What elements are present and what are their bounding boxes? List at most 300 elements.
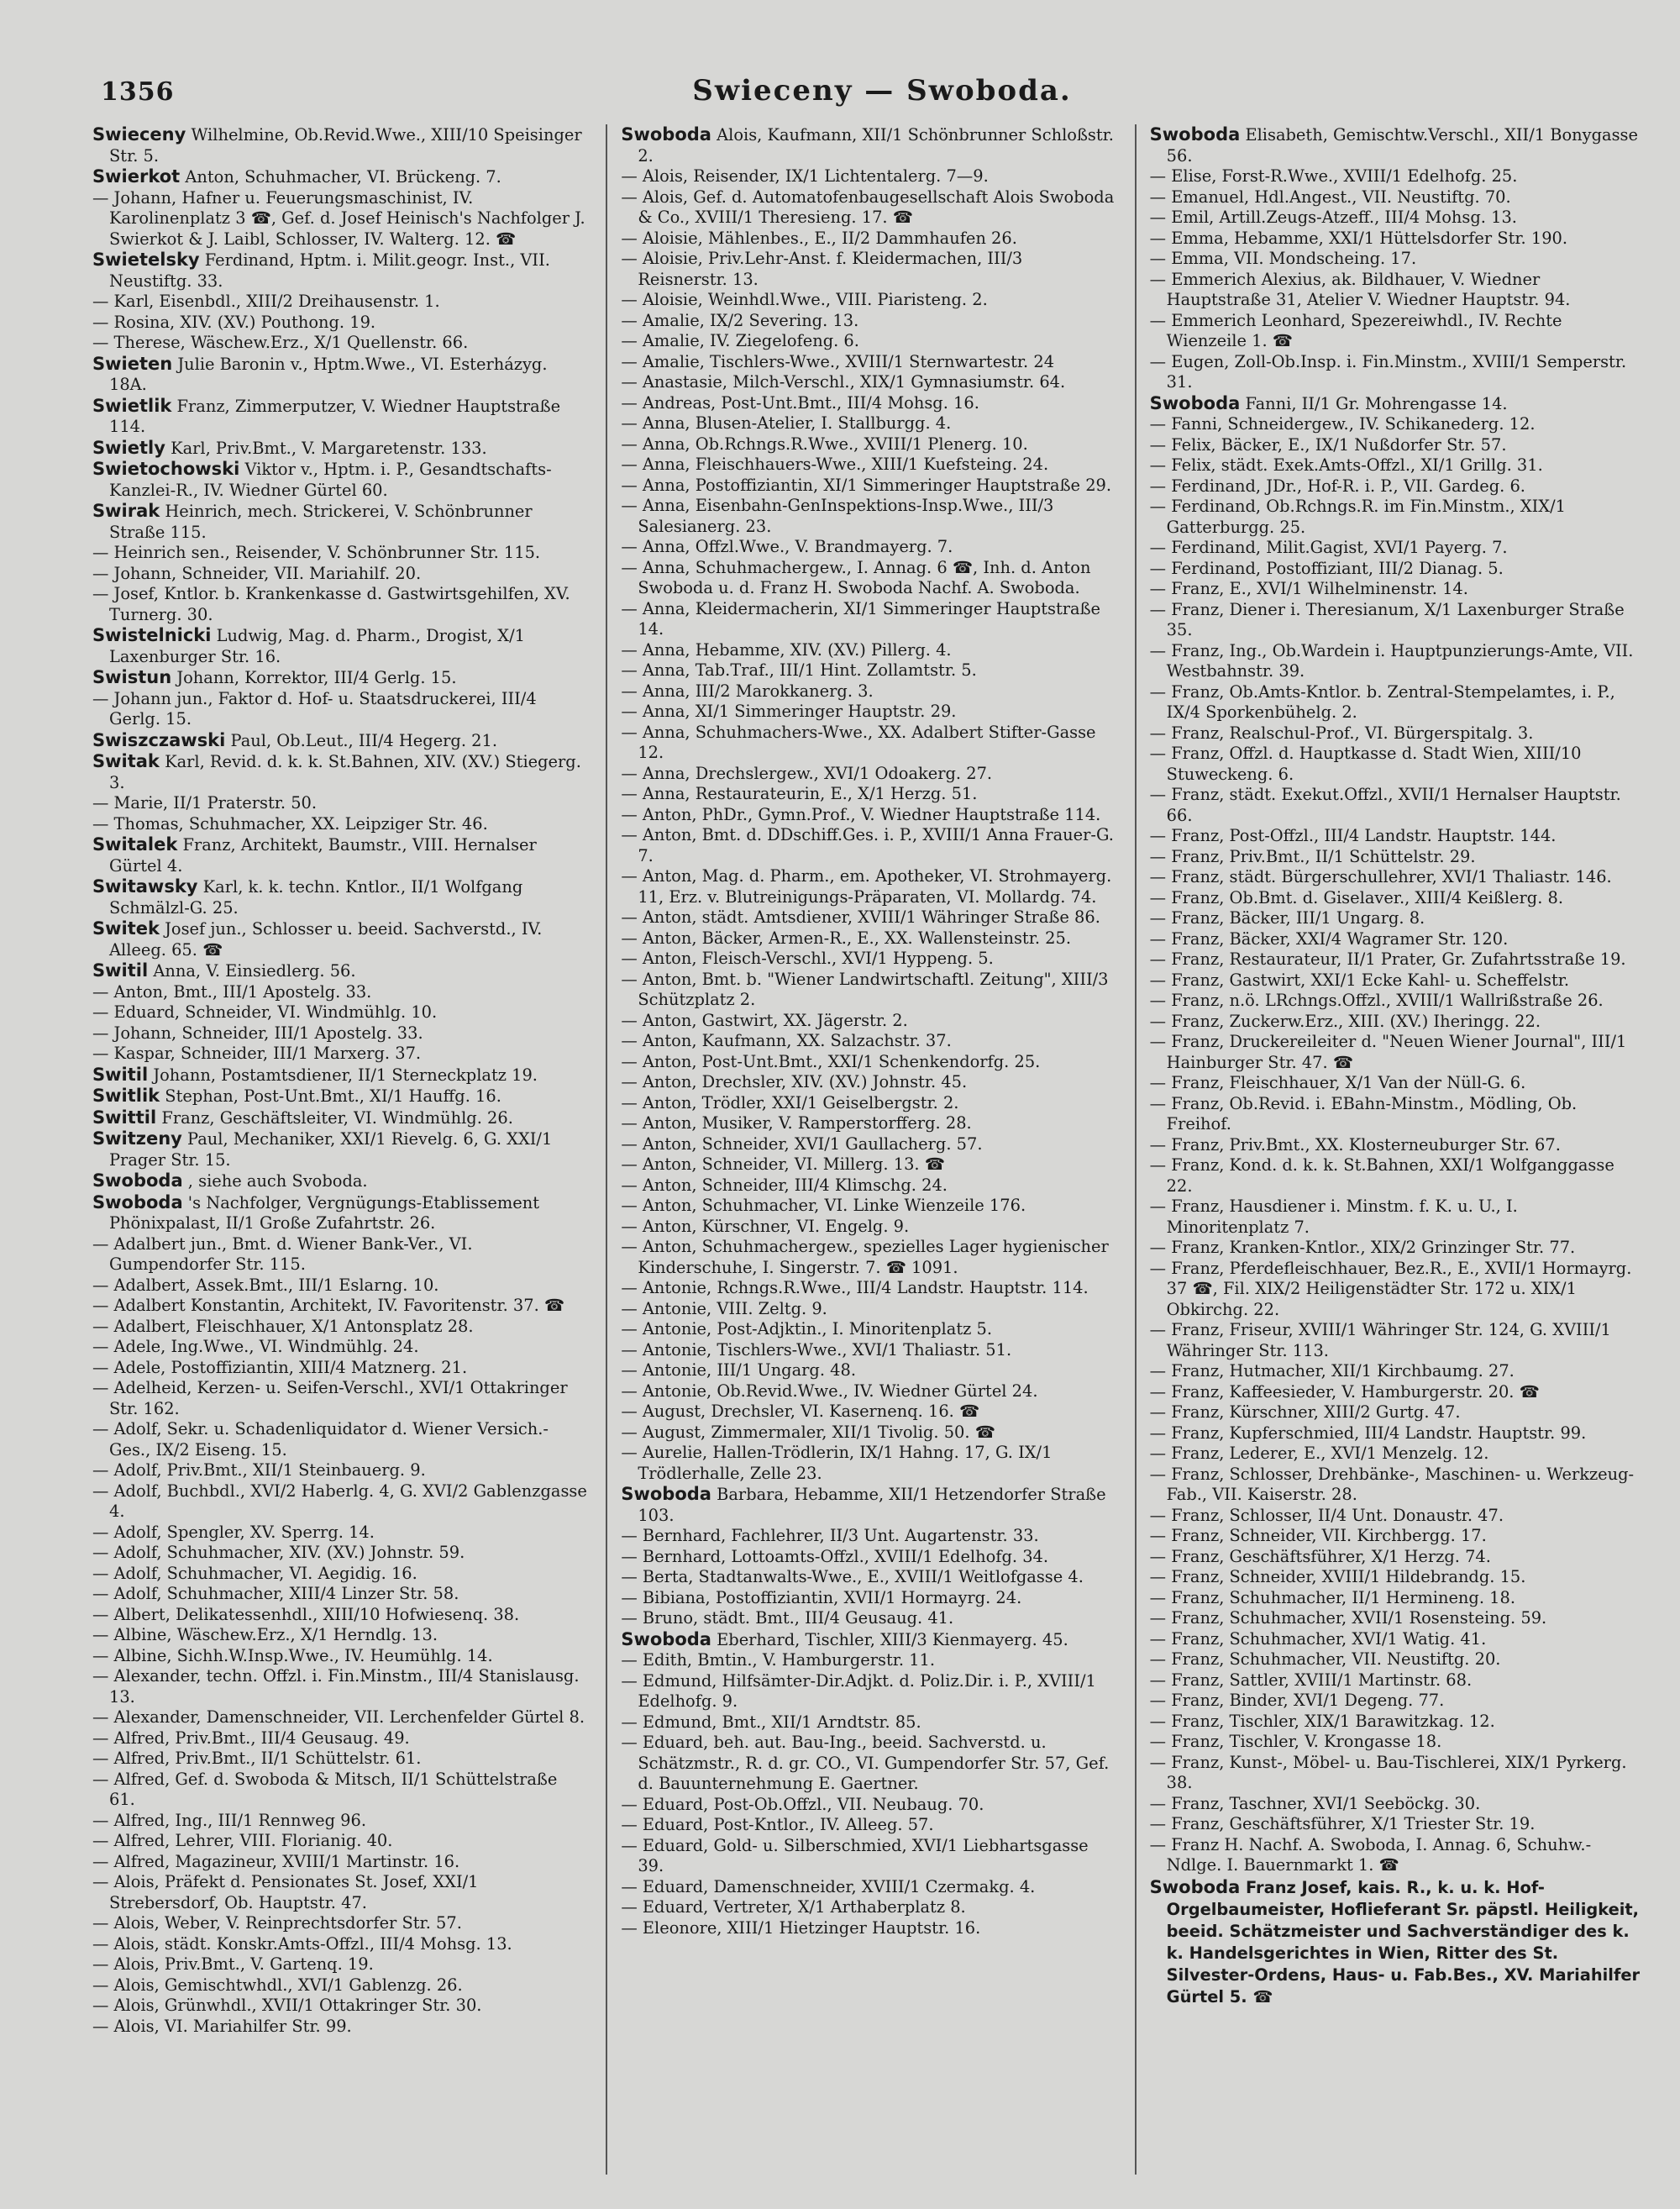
entry-text: — Franz, Kürschner, XIII/2 Gurtg. 47. xyxy=(1149,1402,1461,1422)
entry-text: — Franz, Geschäftsführer, X/1 Triester Str. 19. xyxy=(1149,1814,1536,1833)
entry-text: — Aloisie, Mählenbes., E., II/2 Dammhaufen 26. xyxy=(621,228,1017,248)
entry-text: — Antonie, Ob.Revid.Wwe., IV. Wiedner Gürtel 24. xyxy=(621,1381,1038,1401)
entry-text: — Franz, Ob.Bmt. d. Giselaver., XIII/4 Keißlerg. 8. xyxy=(1149,887,1564,907)
directory-entry xyxy=(621,1217,1116,1238)
directory-entry xyxy=(621,1484,1116,1526)
directory-entry xyxy=(1150,929,1645,950)
entry-text: — Anna, Tab.Traf., III/1 Hint. Zollamtstr. 5. xyxy=(621,660,977,680)
directory-entry xyxy=(92,1523,587,1544)
directory-entry xyxy=(621,537,1116,558)
entry-surname: Switawsky xyxy=(92,876,198,897)
entry-text: — Eduard, Gold- u. Silberschmied, XVI/1 Liebhartsgasse 39. xyxy=(621,1835,1089,1875)
entry-text: — Adele, Postoffiziantin, XIII/4 Matznerg. 21. xyxy=(92,1357,468,1377)
directory-entry xyxy=(1150,229,1645,250)
entry-text: — Anton, Trödler, XXI/1 Geiselbergstr. 2. xyxy=(621,1092,959,1112)
entry-text: — Adolf, Schuhmacher, XIV. (XV.) Johnstr. 59. xyxy=(92,1543,465,1562)
entry-text: — Alois, Reisender, IX/1 Lichtentalerg. 7—9. xyxy=(621,166,989,186)
entry-text: — Franz, städt. Bürgerschullehrer, XVI/1 Thaliastr. 146. xyxy=(1149,867,1612,886)
entry-text: — Therese, Wäschew.Erz., X/1 Quellenstr. 66. xyxy=(92,333,469,352)
entry-surname: Switak xyxy=(92,751,160,771)
entry-text: — Franz, Druckereileiter d. "Neuen Wiener Journal", III/1 Hainburger Str. 47. ☎ xyxy=(1149,1032,1627,1072)
directory-entry xyxy=(1150,1259,1645,1321)
entry-text: — Franz, Friseur, XVIII/1 Währinger Str. 124, G. XVIII/1 Währinger Str. 113. xyxy=(1149,1320,1611,1360)
directory-entry xyxy=(621,496,1116,537)
directory-entry xyxy=(92,730,587,752)
entry-text: — Anton, PhDr., Gymn.Prof., V. Wiedner Hauptstraße 114. xyxy=(621,804,1101,824)
directory-entry xyxy=(1150,1876,1645,2008)
directory-entry xyxy=(92,1317,587,1338)
directory-entry xyxy=(621,764,1116,785)
directory-entry xyxy=(92,543,587,564)
directory-entry xyxy=(1150,270,1645,311)
directory-entry xyxy=(1150,847,1645,868)
entry-text: Viktor v., Hptm. i. P., Gesandtschafts-Kanzlei-R., IV. Wiedner Gürtel 60. xyxy=(109,460,552,500)
entry-text: — Franz, Priv.Bmt., II/1 Schüttelstr. 29. xyxy=(1149,846,1476,866)
entry-text: — Berta, Stadtanwalts-Wwe., E., XVIII/1 Weitlofgasse 4. xyxy=(621,1567,1084,1586)
entry-text: Karl, Priv.Bmt., V. Margaretenstr. 133. xyxy=(171,438,487,458)
entry-text: — Albine, Wäschew.Erz., X/1 Herndlg. 13. xyxy=(92,1625,438,1644)
entry-text: Karl, Revid. d. k. k. St.Bahnen, XIV. (XV.) Stiegerg. 3. xyxy=(109,752,581,792)
directory-entry xyxy=(92,1996,587,2017)
directory-entry xyxy=(621,1154,1116,1176)
entry-text: — Franz, Kupferschmied, III/4 Landstr. Hauptstr. 99. xyxy=(1149,1423,1587,1443)
entry-text: — Albine, Sichh.W.Insp.Wwe., IV. Heumühlg. 14. xyxy=(92,1645,493,1665)
entry-text: , siehe auch Svoboda. xyxy=(187,1171,368,1191)
entry-text: — Anton, Musiker, V. Ramperstorfferg. 28. xyxy=(621,1113,972,1133)
directory-entry xyxy=(92,1584,587,1605)
directory-entry xyxy=(1150,124,1645,166)
directory-entry xyxy=(621,1052,1116,1073)
directory-entry xyxy=(1150,538,1645,559)
entry-text: Wilhelmine, Ob.Revid.Wwe., XIII/10 Speisinger Str. 5. xyxy=(109,125,582,166)
directory-entry xyxy=(621,1031,1116,1052)
directory-entry xyxy=(92,876,587,918)
entry-text: — Alois, städt. Konskr.Amts-Offzl., III/4 Mohsg. 13. xyxy=(92,1933,512,1954)
page-number: 1356 xyxy=(101,77,175,107)
entry-text: — Edith, Bmtin., V. Hamburgerstr. 11. xyxy=(621,1650,936,1670)
directory-entry xyxy=(1150,600,1645,641)
entry-text: — Franz, Realschul-Prof., VI. Bürgerspitalg. 3. xyxy=(1149,723,1534,743)
entry-text: — Anna, Schuhmachers-Wwe., XX. Adalbert Stifter-Gasse 12. xyxy=(621,722,1096,762)
entry-text: — Franz, Kond. d. k. k. St.Bahnen, XXI/1 Wolfganggasse 22. xyxy=(1149,1155,1614,1196)
entry-text: — Adelheid, Kerzen- u. Seifen-Verschl., XVI/1 Ottakringer Str. 162. xyxy=(92,1378,568,1418)
directory-entry xyxy=(92,1564,587,1585)
entry-text: — Franz, Schlosser, Drehbänke-, Maschinen- u. Werkzeug-Fab., VII. Kaiserstr. 28. xyxy=(1149,1464,1635,1504)
directory-entry xyxy=(92,1975,587,1996)
entry-surname: Swoboda xyxy=(1149,124,1241,145)
entry-text: — Eduard, Post-Ob.Offzl., VII. Neubaug. 70. xyxy=(621,1794,984,1814)
entry-text: — Franz, Kranken-Kntlor., XIX/2 Grinzinger Str. 77. xyxy=(1149,1238,1576,1257)
directory-entry xyxy=(621,1567,1116,1588)
entry-surname: Swistun xyxy=(92,667,172,687)
entry-text: — Edmund, Hilfsämter-Dir.Adjkt. d. Poliz.Dir. i. P., XVIII/1 Edelhofg. 9. xyxy=(621,1670,1096,1711)
entry-text: — Franz, Post-Offzl., III/4 Landstr. Hauptstr. 144. xyxy=(1149,826,1557,845)
directory-entry xyxy=(621,866,1116,907)
entry-text: — Franz, Bäcker, XXI/4 Wagramer Str. 120. xyxy=(1149,928,1509,949)
directory-entry xyxy=(621,1423,1116,1444)
directory-entry xyxy=(92,793,587,814)
directory-entry xyxy=(621,1113,1116,1134)
entry-text: — Bernhard, Fachlehrer, II/3 Unt. Augartenstr. 33. xyxy=(621,1526,1039,1545)
directory-entry xyxy=(621,166,1116,187)
directory-entry xyxy=(621,124,1116,166)
entry-surname: Swirak xyxy=(92,501,160,521)
directory-entry xyxy=(621,1176,1116,1197)
directory-entry xyxy=(1150,1649,1645,1670)
directory-entry xyxy=(621,476,1116,497)
entry-text: — Ferdinand, Milit.Gagist, XVI/1 Payerg. 7. xyxy=(1149,538,1508,557)
directory-entry xyxy=(1150,497,1645,538)
entry-text: — Franz, Kunst-, Möbel- u. Bau-Tischlerei, XIX/1 Pyrkerg. 38. xyxy=(1149,1752,1627,1792)
entry-text: — Amalie, IV. Ziegelofeng. 6. xyxy=(621,331,859,350)
entry-text: — Alois, Grünwhdl., XVII/1 Ottakringer Str. 30. xyxy=(92,1996,482,2015)
directory-entry xyxy=(621,1650,1116,1671)
entry-text: — Anna, Fleischhauers-Wwe., XIII/1 Kuefsteing. 24. xyxy=(621,455,1049,474)
entry-text: — Johann, Schneider, III/1 Apostelg. 33. xyxy=(92,1023,423,1043)
directory-entry xyxy=(1150,1238,1645,1259)
directory-entry xyxy=(1150,1382,1645,1403)
entry-text: — Alfred, Gef. d. Swoboda & Mitsch, II/1 Schüttelstraße 61. xyxy=(92,1769,558,1809)
directory-entry xyxy=(621,1093,1116,1114)
entry-text: — Anton, Schneider, VI. Millerg. 13. ☎ xyxy=(621,1154,945,1174)
entry-text: — Eduard, Damenschneider, XVIII/1 Czermakg. 4. xyxy=(621,1876,1036,1896)
directory-entry xyxy=(1150,435,1645,456)
directory-entry xyxy=(1150,414,1645,435)
entry-text: — Anna, III/2 Marokkanerg. 3. xyxy=(621,681,874,701)
entry-surname: Swiszczawski xyxy=(92,729,226,750)
entry-text: — Anton, Kaufmann, XX. Salzachstr. 37. xyxy=(621,1031,952,1050)
directory-entry xyxy=(1150,826,1645,847)
entry-text: — Franz, Geschäftsführer, X/1 Herzg. 74. xyxy=(1149,1546,1491,1566)
entry-text: — August, Zimmermaler, XII/1 Tivolig. 50. ☎ xyxy=(621,1422,995,1442)
entry-text: — Anna, Offzl.Wwe., V. Brandmayerg. 7. xyxy=(621,537,953,556)
directory-entry xyxy=(1150,311,1645,352)
directory-entry xyxy=(621,1360,1116,1381)
directory-entry xyxy=(92,982,587,1003)
entry-text: — Franz, Diener i. Theresianum, X/1 Laxenburger Straße 35. xyxy=(1149,599,1625,639)
entry-text: — Bernhard, Lottoamts-Offzl., XVIII/1 Edelhofg. 34. xyxy=(621,1546,1049,1566)
entry-surname: Swistelnicki xyxy=(92,625,212,645)
entry-text: — Franz, Lederer, E., XVI/1 Menzelg. 12. xyxy=(1149,1444,1489,1463)
entry-text: — Johann, Hafner u. Feuerungsmaschinist, IV. Karolinenplatz 3 ☎, Gef. d. Josef Heinisch's Nachfolger J. Swierkot & J. Laibl, Schlosser, IV. Walterg. 12. ☎ xyxy=(92,187,585,249)
directory-entry xyxy=(621,1299,1116,1320)
entry-surname: Swietochowski xyxy=(92,459,240,479)
directory-entry xyxy=(92,1707,587,1728)
entry-surname: Swietelsky xyxy=(92,250,200,270)
entry-text: — Anna, Ob.Rchngs.R.Wwe., XVIII/1 Plenerg. 10. xyxy=(621,434,1028,454)
entry-text: — Anastasie, Milch-Verschl., XIX/1 Gymnasiumstr. 64. xyxy=(621,372,1066,392)
directory-entry xyxy=(92,354,587,396)
entry-surname: Swoboda xyxy=(621,1628,711,1649)
directory-entry xyxy=(621,784,1116,805)
page-header xyxy=(101,74,1663,116)
directory-entry xyxy=(92,1170,587,1192)
directory-entry xyxy=(621,681,1116,702)
entry-text: — Franz, Hausdiener i. Minstm. f. K. u. U., I. Minoritenplatz 7. xyxy=(1149,1197,1518,1237)
directory-columns xyxy=(92,124,1663,2175)
entry-text: — Anton, Bäcker, Armen-R., E., XX. Wallensteinstr. 25. xyxy=(621,928,1071,948)
entry-text: — Anton, Fleisch-Verschl., XVI/1 Hyppeng. 5. xyxy=(621,949,994,968)
directory-entry xyxy=(92,1605,587,1626)
directory-entry xyxy=(621,372,1116,393)
directory-entry xyxy=(1150,1712,1645,1733)
entry-surname: Switek xyxy=(92,918,160,939)
directory-entry xyxy=(92,438,587,460)
entry-text: Franz, Zimmerputzer, V. Wiedner Hauptstraße 114. xyxy=(109,396,561,436)
directory-entry xyxy=(92,1749,587,1770)
entry-text: — Thomas, Schuhmacher, XX. Leipziger Str. 46. xyxy=(92,813,488,834)
directory-entry xyxy=(92,292,587,313)
entry-text: — Antonie, VIII. Zeltg. 9. xyxy=(621,1298,827,1318)
directory-entry xyxy=(92,1128,587,1170)
entry-text: — Felix, städt. Exek.Amts-Offzl., XI/1 Grillg. 31. xyxy=(1149,455,1543,475)
entry-text: — Ferdinand, Ob.Rchngs.R. im Fin.Minstm., XIX/1 Gatterburgg. 25. xyxy=(1149,497,1566,537)
entry-text: — Antonie, Rchngs.R.Wwe., III/4 Landstr. Hauptstr. 114. xyxy=(621,1278,1089,1297)
entry-text: — Anton, Schneider, III/4 Klimschg. 24. xyxy=(621,1175,948,1195)
directory-entry xyxy=(92,1023,587,1044)
directory-entry xyxy=(621,1671,1116,1712)
entry-text: — Franz, Binder, XVI/1 Degeng. 77. xyxy=(1149,1691,1445,1710)
entry-surname: Switil xyxy=(92,1064,149,1085)
directory-entry xyxy=(1150,166,1645,187)
entry-text: — Alexander, techn. Offzl. i. Fin.Minstm., III/4 Stanislausg. 13. xyxy=(92,1666,580,1707)
directory-entry xyxy=(1150,1691,1645,1712)
entry-text: — Anton, Post-Unt.Bmt., XXI/1 Schenkendorfg. 25. xyxy=(621,1051,1041,1071)
entry-text: — Franz, Fleischhauer, X/1 Van der Nüll-G. 6. xyxy=(1149,1073,1526,1092)
entry-text: — Eduard, Schneider, VI. Windmühlg. 10. xyxy=(92,1002,438,1022)
directory-entry xyxy=(621,949,1116,970)
directory-entry xyxy=(621,1836,1116,1877)
directory-entry xyxy=(92,1275,587,1296)
directory-entry xyxy=(92,918,587,960)
directory-entry xyxy=(621,331,1116,352)
directory-entry xyxy=(1150,1753,1645,1794)
entry-text: Paul, Mechaniker, XXI/1 Rievelg. 6, G. XXI/1 Prager Str. 15. xyxy=(109,1129,553,1170)
directory-entry xyxy=(621,907,1116,928)
entry-text: — Franz H. Nachf. A. Swoboda, I. Annag. 6, Schuhw.-Ndlge. I. Bauernmarkt 1. ☎ xyxy=(1149,1834,1592,1875)
entry-text: — Franz, Kaffeesieder, V. Hamburgerstr. 20. ☎ xyxy=(1149,1381,1540,1402)
entry-surname: Switlik xyxy=(92,1086,160,1106)
entry-text: — Anton, Schneider, XVI/1 Gaullacherg. 57. xyxy=(621,1133,983,1154)
directory-entry xyxy=(92,1666,587,1707)
entry-text: Stephan, Post-Unt.Bmt., XI/1 Hauffg. 16. xyxy=(165,1086,501,1106)
directory-entry xyxy=(92,689,587,730)
entry-text: — Antonie, Tischlers-Wwe., XVI/1 Thaliastr. 51. xyxy=(621,1339,1012,1360)
directory-entry xyxy=(621,599,1116,640)
directory-entry xyxy=(1150,1608,1645,1629)
directory-entry xyxy=(621,434,1116,455)
entry-text: — Alfred, Magazineur, XVIII/1 Martinstr. 16. xyxy=(92,1851,460,1871)
directory-entry xyxy=(621,640,1116,661)
directory-entry xyxy=(1150,1094,1645,1135)
directory-entry xyxy=(1150,1032,1645,1073)
entry-surname: Swieten xyxy=(92,353,173,374)
entry-text: — Adalbert, Assek.Bmt., III/1 Eslarng. 10. xyxy=(92,1275,439,1295)
directory-entry xyxy=(1150,393,1645,415)
entry-text: 's Nachfolger, Vergnügungs-Etablissement Phönixpalast, II/1 Große Zufahrtstr. 26. xyxy=(109,1192,540,1233)
entry-text: Karl, k. k. techn. Kntlor., II/1 Wolfgang Schmälzl-G. 25. xyxy=(109,877,523,918)
entry-text: — Franz, Schuhmacher, XVII/1 Rosensteing. 59. xyxy=(1149,1608,1547,1628)
directory-entry xyxy=(92,1086,587,1107)
entry-text: — Franz, Offzl. d. Hauptkasse d. Stadt Wien, XIII/10 Stuweckeng. 6. xyxy=(1149,744,1582,784)
entry-text: — Rosina, XIV. (XV.) Pouthong. 19. xyxy=(92,312,376,332)
entry-text: Heinrich, mech. Strickerei, V. Schönbrunner Straße 115. xyxy=(109,502,533,542)
directory-entry xyxy=(621,1443,1116,1484)
directory-entry xyxy=(92,814,587,835)
directory-entry xyxy=(92,1460,587,1481)
entry-text: — Franz, Ob.Revid. i. EBahn-Minstm., Mödling, Ob. Freihof. xyxy=(1149,1093,1578,1133)
directory-entry xyxy=(621,1072,1116,1093)
directory-entry xyxy=(1150,1444,1645,1465)
directory-entry xyxy=(1150,949,1645,970)
directory-entry xyxy=(621,413,1116,434)
entry-surname: Swoboda xyxy=(92,1191,183,1212)
entry-text: — Adolf, Buchbdl., XVI/2 Haberlg. 4, G. XVI/2 Gablenzgasse 4. xyxy=(92,1481,587,1521)
directory-entry xyxy=(1150,1135,1645,1156)
entry-text: — Franz, Bäcker, III/1 Ungarg. 8. xyxy=(1149,908,1425,928)
directory-entry xyxy=(621,1319,1116,1340)
running-title: Swieceny — Swoboda. xyxy=(692,74,1072,108)
entry-text: — Johann, Schneider, VII. Mariahilf. 20. xyxy=(92,563,422,583)
entry-surname: Swoboda xyxy=(621,124,711,145)
entry-text: — Adalbert, Fleischhauer, X/1 Antonsplatz 28. xyxy=(92,1316,474,1336)
entry-text: — Albert, Delikatessenhdl., XIII/10 Hofwiesenq. 38. xyxy=(92,1604,520,1624)
entry-text: Franz, Architekt, Baumstr., VIII. Hernalser Gürtel 4. xyxy=(109,835,537,876)
entry-text: — Emmerich Leonhard, Spezereiwhdl., IV. Rechte Wienzeile 1. ☎ xyxy=(1149,310,1562,350)
entry-text: — Emma, VII. Mondscheing. 17. xyxy=(1149,249,1417,268)
directory-entry xyxy=(92,1954,587,1975)
column-left xyxy=(92,124,606,2175)
directory-entry xyxy=(621,1918,1116,1939)
directory-entry xyxy=(621,393,1116,414)
directory-entry xyxy=(621,1547,1116,1568)
directory-entry xyxy=(92,1002,587,1023)
entry-text: — Alois, Präfekt d. Pensionates St. Josef, XXI/1 Strebersdorf, Ob. Hauptstr. 47. xyxy=(92,1872,479,1912)
entry-text: Ludwig, Mag. d. Pharm., Drogist, X/1 Laxenburger Str. 16. xyxy=(109,626,525,666)
entry-text: — Marie, II/1 Praterstr. 50. xyxy=(92,793,318,813)
entry-text: — Franz, Schneider, XVIII/1 Hildebrandg. 15. xyxy=(1149,1567,1526,1586)
directory-entry xyxy=(621,455,1116,476)
directory-entry xyxy=(92,459,587,501)
entry-text: — Adolf, Priv.Bmt., XII/1 Steinbauerg. 9. xyxy=(92,1460,426,1480)
directory-entry xyxy=(1150,559,1645,580)
entry-text: — Johann jun., Faktor d. Hof- u. Staatsdruckerei, III/4 Gerlg. 15. xyxy=(92,688,537,728)
entry-text: Johann, Postamtsdiener, II/1 Sterneckplatz 19. xyxy=(153,1065,538,1085)
entry-text: — Ferdinand, JDr., Hof-R. i. P., VII. Gardeg. 6. xyxy=(1149,476,1525,496)
entry-text: — Franz, Schuhmacher, II/1 Hermineng. 18. xyxy=(1149,1587,1515,1607)
entry-surname: Swieceny xyxy=(92,124,186,145)
entry-surname: Swoboda xyxy=(621,1484,711,1504)
entry-text: — Alois, Gemischtwhdl., XVI/1 Gablenzg. 26. xyxy=(92,1975,463,1995)
directory-entry xyxy=(1150,249,1645,270)
entry-text: Ferdinand, Hptm. i. Milit.geogr. Inst., VII. Neustiftg. 33. xyxy=(109,250,550,291)
entry-text: — Alois, Gef. d. Automatofenbaugesellschaft Alois Swoboda & Co., XVIII/1 Theresieng. 17. ☎ xyxy=(621,187,1115,227)
entry-text: — Elise, Forst-R.Wwe., XVIII/1 Edelhofg. 25. xyxy=(1149,166,1518,186)
entry-text: — Adalbert Konstantin, Architekt, IV. Favoritenstr. 37. ☎ xyxy=(92,1296,565,1315)
entry-text: — Franz, Zuckerw.Erz., XIII. (XV.) Iheringg. 22. xyxy=(1149,1011,1541,1031)
entry-text: — Heinrich sen., Reisender, V. Schönbrunner Str. 115. xyxy=(92,543,541,562)
directory-entry xyxy=(1150,723,1645,744)
directory-entry xyxy=(1150,208,1645,229)
entry-text: — Eduard, beh. aut. Bau-Ing., beeid. Sachverstd. u. Schätzmstr., R. d. gr. CO., VI. Gumpendorfer Str. 57, Gef. d. Bauunternehmung E. Gaertner. xyxy=(621,1733,1110,1793)
directory-entry xyxy=(92,564,587,585)
directory-entry xyxy=(92,1625,587,1646)
directory-entry xyxy=(92,124,587,166)
entry-text: — Franz, Taschner, XVI/1 Seeböckg. 30. xyxy=(1149,1793,1481,1813)
directory-entry xyxy=(92,166,587,188)
entry-text: — Fanni, Schneidergew., IV. Schikanederg. 12. xyxy=(1149,414,1536,434)
entry-text: — Anna, Restaurateurin, E., X/1 Herzg. 51. xyxy=(621,784,978,803)
directory-entry xyxy=(621,1278,1116,1299)
entry-text: — Franz, Gastwirt, XXI/1 Ecke Kahl- u. Scheffelstr. xyxy=(1149,970,1570,990)
entry-text: — Josef, Kntlor. b. Krankenkasse d. Gastwirtsgehilfen, XV. Turnerg. 30. xyxy=(92,584,570,624)
entry-surname: Swittil xyxy=(92,1107,157,1128)
directory-entry xyxy=(1150,744,1645,785)
directory-entry xyxy=(1150,991,1645,1012)
entry-text: — Anna, Hebamme, XIV. (XV.) Pillerg. 4. xyxy=(621,639,952,660)
directory-entry xyxy=(92,1234,587,1275)
directory-entry xyxy=(621,311,1116,332)
entry-text: — Franz, Schlosser, II/4 Unt. Donaustr. 47. xyxy=(1149,1505,1504,1525)
entry-text: — Eugen, Zoll-Ob.Insp. i. Fin.Minstm., XVIII/1 Semperstr. 31. xyxy=(1149,351,1627,392)
entry-text: — Kaspar, Schneider, III/1 Marxerg. 37. xyxy=(92,1044,422,1063)
directory-entry xyxy=(621,825,1116,866)
directory-entry xyxy=(92,1831,587,1852)
entry-text: — Anna, Eisenbahn-GenInspektions-Insp.Wwe., III/3 Salesianerg. 23. xyxy=(621,496,1054,536)
directory-entry xyxy=(92,1872,587,1913)
directory-entry xyxy=(1150,352,1645,393)
directory-entry xyxy=(92,250,587,292)
entry-text: — Anton, Bmt. b. "Wiener Landwirtschaftl. Zeitung", XIII/3 Schützplatz 2. xyxy=(621,969,1109,1009)
entry-text: — Adolf, Schuhmacher, XIII/4 Linzer Str. 58. xyxy=(92,1584,459,1603)
directory-entry xyxy=(92,1378,587,1419)
entry-text: — Franz, Ing., Ob.Wardein i. Hauptpunzierungs-Amte, VII. Westbahnstr. 39. xyxy=(1149,640,1634,681)
directory-entry xyxy=(1150,579,1645,600)
directory-entry xyxy=(92,1811,587,1832)
entry-text: — Franz, städt. Exekut.Offzl., XVII/1 Hernalser Hauptstr. 66. xyxy=(1149,785,1621,825)
directory-entry xyxy=(92,1543,587,1564)
entry-text: — Franz, Schuhmacher, XVI/1 Watig. 41. xyxy=(1149,1628,1487,1649)
directory-entry xyxy=(1150,1547,1645,1568)
entry-text: Eberhard, Tischler, XIII/3 Kienmayerg. 45. xyxy=(717,1629,1068,1649)
entry-text: — Franz, Hutmacher, XII/1 Kirchbaumg. 27. xyxy=(1149,1361,1515,1381)
directory-entry xyxy=(92,667,587,689)
directory-entry xyxy=(621,723,1116,764)
directory-entry xyxy=(621,352,1116,373)
directory-entry xyxy=(621,290,1116,311)
entry-text: — Antonie, III/1 Ungarg. 48. xyxy=(621,1360,856,1380)
entry-text: — Emil, Artill.Zeugs-Atzeff., III/4 Mohsg. 13. xyxy=(1149,208,1517,227)
directory-entry xyxy=(1150,1814,1645,1835)
directory-entry xyxy=(621,1526,1116,1547)
directory-entry xyxy=(1150,785,1645,826)
directory-entry xyxy=(1150,1320,1645,1361)
entry-text: — Alexander, Damenschneider, VII. Lerchenfelder Gürtel 8. xyxy=(92,1707,585,1727)
directory-entry xyxy=(621,1340,1116,1361)
entry-text: — Franz, Tischler, V. Krongasse 18. xyxy=(1149,1732,1442,1751)
directory-entry xyxy=(1150,1526,1645,1547)
entry-text: Anton, Schuhmacher, VI. Brückeng. 7. xyxy=(185,167,501,187)
entry-text: — Bruno, städt. Bmt., III/4 Geusaug. 41. xyxy=(621,1608,954,1628)
entry-text: Barbara, Hebamme, XII/1 Hetzendorfer Straße 103. xyxy=(638,1485,1106,1525)
directory-entry xyxy=(1150,1465,1645,1506)
entry-text: — Anna, Schuhmachergew., I. Annag. 6 ☎, Inh. d. Anton Swoboda u. d. Franz H. Swoboda Nachf. A. Swoboda. xyxy=(621,557,1091,597)
entry-text: — Emmerich Alexius, ak. Bildhauer, V. Wiedner Hauptstraße 31, Atelier V. Wiedner Hauptstr. 94. xyxy=(1149,269,1571,309)
directory-entry xyxy=(1150,1073,1645,1094)
entry-text: — Anton, städt. Amtsdiener, XVIII/1 Währinger Straße 86. xyxy=(621,907,1100,927)
entry-text: Franz, Geschäftsleiter, VI. Windmühlg. 26. xyxy=(161,1107,513,1128)
entry-text: — Anna, Blusen-Atelier, I. Stallburgg. 4. xyxy=(621,413,952,433)
